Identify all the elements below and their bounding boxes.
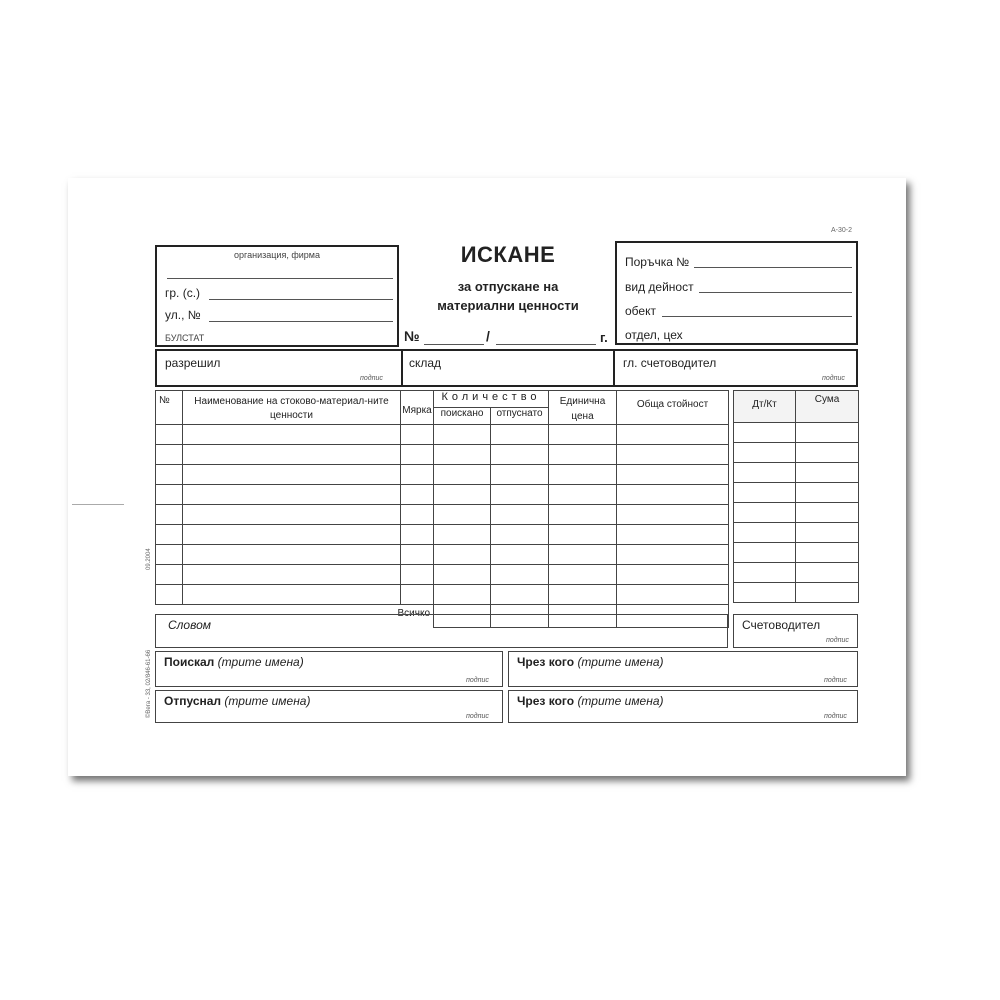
table-row[interactable] xyxy=(156,565,729,585)
accountant-label: Счетоводител xyxy=(742,618,821,632)
chief-accountant-label: гл. счетоводител xyxy=(623,356,717,370)
accountant-signature-hint: подпис xyxy=(826,637,849,644)
object-field[interactable] xyxy=(662,316,852,317)
form-sheet xyxy=(68,178,906,776)
items-table xyxy=(155,390,729,628)
col-dt-kt-header: Дт/Кт xyxy=(734,391,796,423)
col-requested-header: поискано xyxy=(434,408,491,425)
order-field[interactable] xyxy=(694,267,852,268)
requested-by-names-hint: (трите имена) xyxy=(217,655,304,669)
total-label: Всичко xyxy=(183,605,434,628)
accounting-row[interactable] xyxy=(734,543,859,563)
accounting-row[interactable] xyxy=(734,443,859,463)
department-label: отдел, цех xyxy=(625,328,683,342)
bulstat-label: БУЛСТАТ xyxy=(165,333,205,343)
form-subtitle-1: за отпускане на xyxy=(457,279,559,294)
col-sum-header: Сума xyxy=(796,391,859,423)
col-issued-header: отпуснато xyxy=(491,408,549,425)
order-box xyxy=(615,241,858,345)
object-label: обект xyxy=(625,304,656,318)
released-by-label: Отпуснал xyxy=(164,694,222,708)
number-field[interactable] xyxy=(424,344,484,345)
warehouse-label: склад xyxy=(409,356,442,370)
accounting-row[interactable] xyxy=(734,463,859,483)
accounting-row[interactable] xyxy=(734,503,859,523)
requested-by-signature-hint: подпис xyxy=(466,677,489,684)
approved-signature-hint: подпис xyxy=(360,375,383,382)
table-row[interactable] xyxy=(156,545,729,565)
approval-divider-2 xyxy=(613,351,615,385)
number-slash: / xyxy=(486,328,490,344)
requested-via-signature-hint: подпис xyxy=(824,677,847,684)
organization-box xyxy=(155,245,399,347)
requested-by-box[interactable] xyxy=(155,651,503,687)
activity-field[interactable] xyxy=(699,292,852,293)
col-unit-price-header: Единична цена xyxy=(549,391,617,425)
requested-via-box[interactable] xyxy=(508,651,858,687)
chief-accountant-signature-hint: подпис xyxy=(822,375,845,382)
accounting-row[interactable] xyxy=(734,423,859,443)
city-label: гр. (с.) xyxy=(165,286,201,300)
released-by-box[interactable] xyxy=(155,690,503,723)
date-field[interactable] xyxy=(496,344,596,345)
table-row[interactable] xyxy=(156,485,729,505)
table-row[interactable] xyxy=(156,465,729,485)
amount-in-words-box[interactable] xyxy=(155,614,728,648)
accounting-row[interactable] xyxy=(734,583,859,603)
released-by-signature-hint: подпис xyxy=(466,713,489,720)
released-via-box[interactable] xyxy=(508,690,858,723)
street-label: ул., № xyxy=(165,308,201,322)
order-label: Поръчка № xyxy=(625,255,690,269)
table-row[interactable] xyxy=(156,445,729,465)
requested-via-names-hint: (трите имена) xyxy=(577,655,664,669)
accounting-table xyxy=(733,390,859,603)
table-row[interactable] xyxy=(156,425,729,445)
requested-by-label: Поискал xyxy=(164,655,215,669)
organization-caption: организация, фирма xyxy=(234,250,320,260)
form-code: А-30-2 xyxy=(831,227,853,234)
approval-row xyxy=(155,349,858,387)
accounting-row[interactable] xyxy=(734,563,859,583)
city-field[interactable] xyxy=(209,299,393,300)
col-name-header: Наименование на стоково-материал-ните ценности xyxy=(183,391,401,425)
form-subtitle-2: материални ценности xyxy=(437,298,579,313)
number-label: № xyxy=(404,328,420,344)
released-by-names-hint: (трите имена) xyxy=(224,694,311,708)
col-quantity-header: Количество xyxy=(434,391,549,408)
tear-off-mark xyxy=(72,504,124,505)
print-date-vertical: 09.2004 xyxy=(146,548,152,570)
table-row[interactable] xyxy=(156,585,729,605)
accounting-row[interactable] xyxy=(734,523,859,543)
col-total-header: Обща стойност xyxy=(617,391,729,425)
released-via-names-hint: (трите имена) xyxy=(577,694,664,708)
released-via-signature-hint: подпис xyxy=(824,713,847,720)
activity-label: вид дейност xyxy=(625,280,694,294)
approved-by-label: разрешил xyxy=(165,356,221,370)
amount-in-words-label: Словом xyxy=(168,618,212,632)
year-label: г. xyxy=(600,330,608,345)
accountant-box[interactable] xyxy=(733,614,858,648)
approval-divider-1 xyxy=(401,351,403,385)
col-unit-header: Мярка xyxy=(401,391,434,425)
printer-info-vertical: ©Вега - 33, 02/846-61-66 xyxy=(146,649,152,718)
released-via-label: Чрез кого xyxy=(517,694,575,708)
organization-line[interactable] xyxy=(167,278,393,279)
requested-via-label: Чрез кого xyxy=(517,655,575,669)
street-field[interactable] xyxy=(209,321,393,322)
form-title: ИСКАНЕ xyxy=(460,242,556,267)
table-row[interactable] xyxy=(156,505,729,525)
accounting-row[interactable] xyxy=(734,483,859,503)
col-number-header: № xyxy=(156,391,183,425)
table-row[interactable] xyxy=(156,525,729,545)
